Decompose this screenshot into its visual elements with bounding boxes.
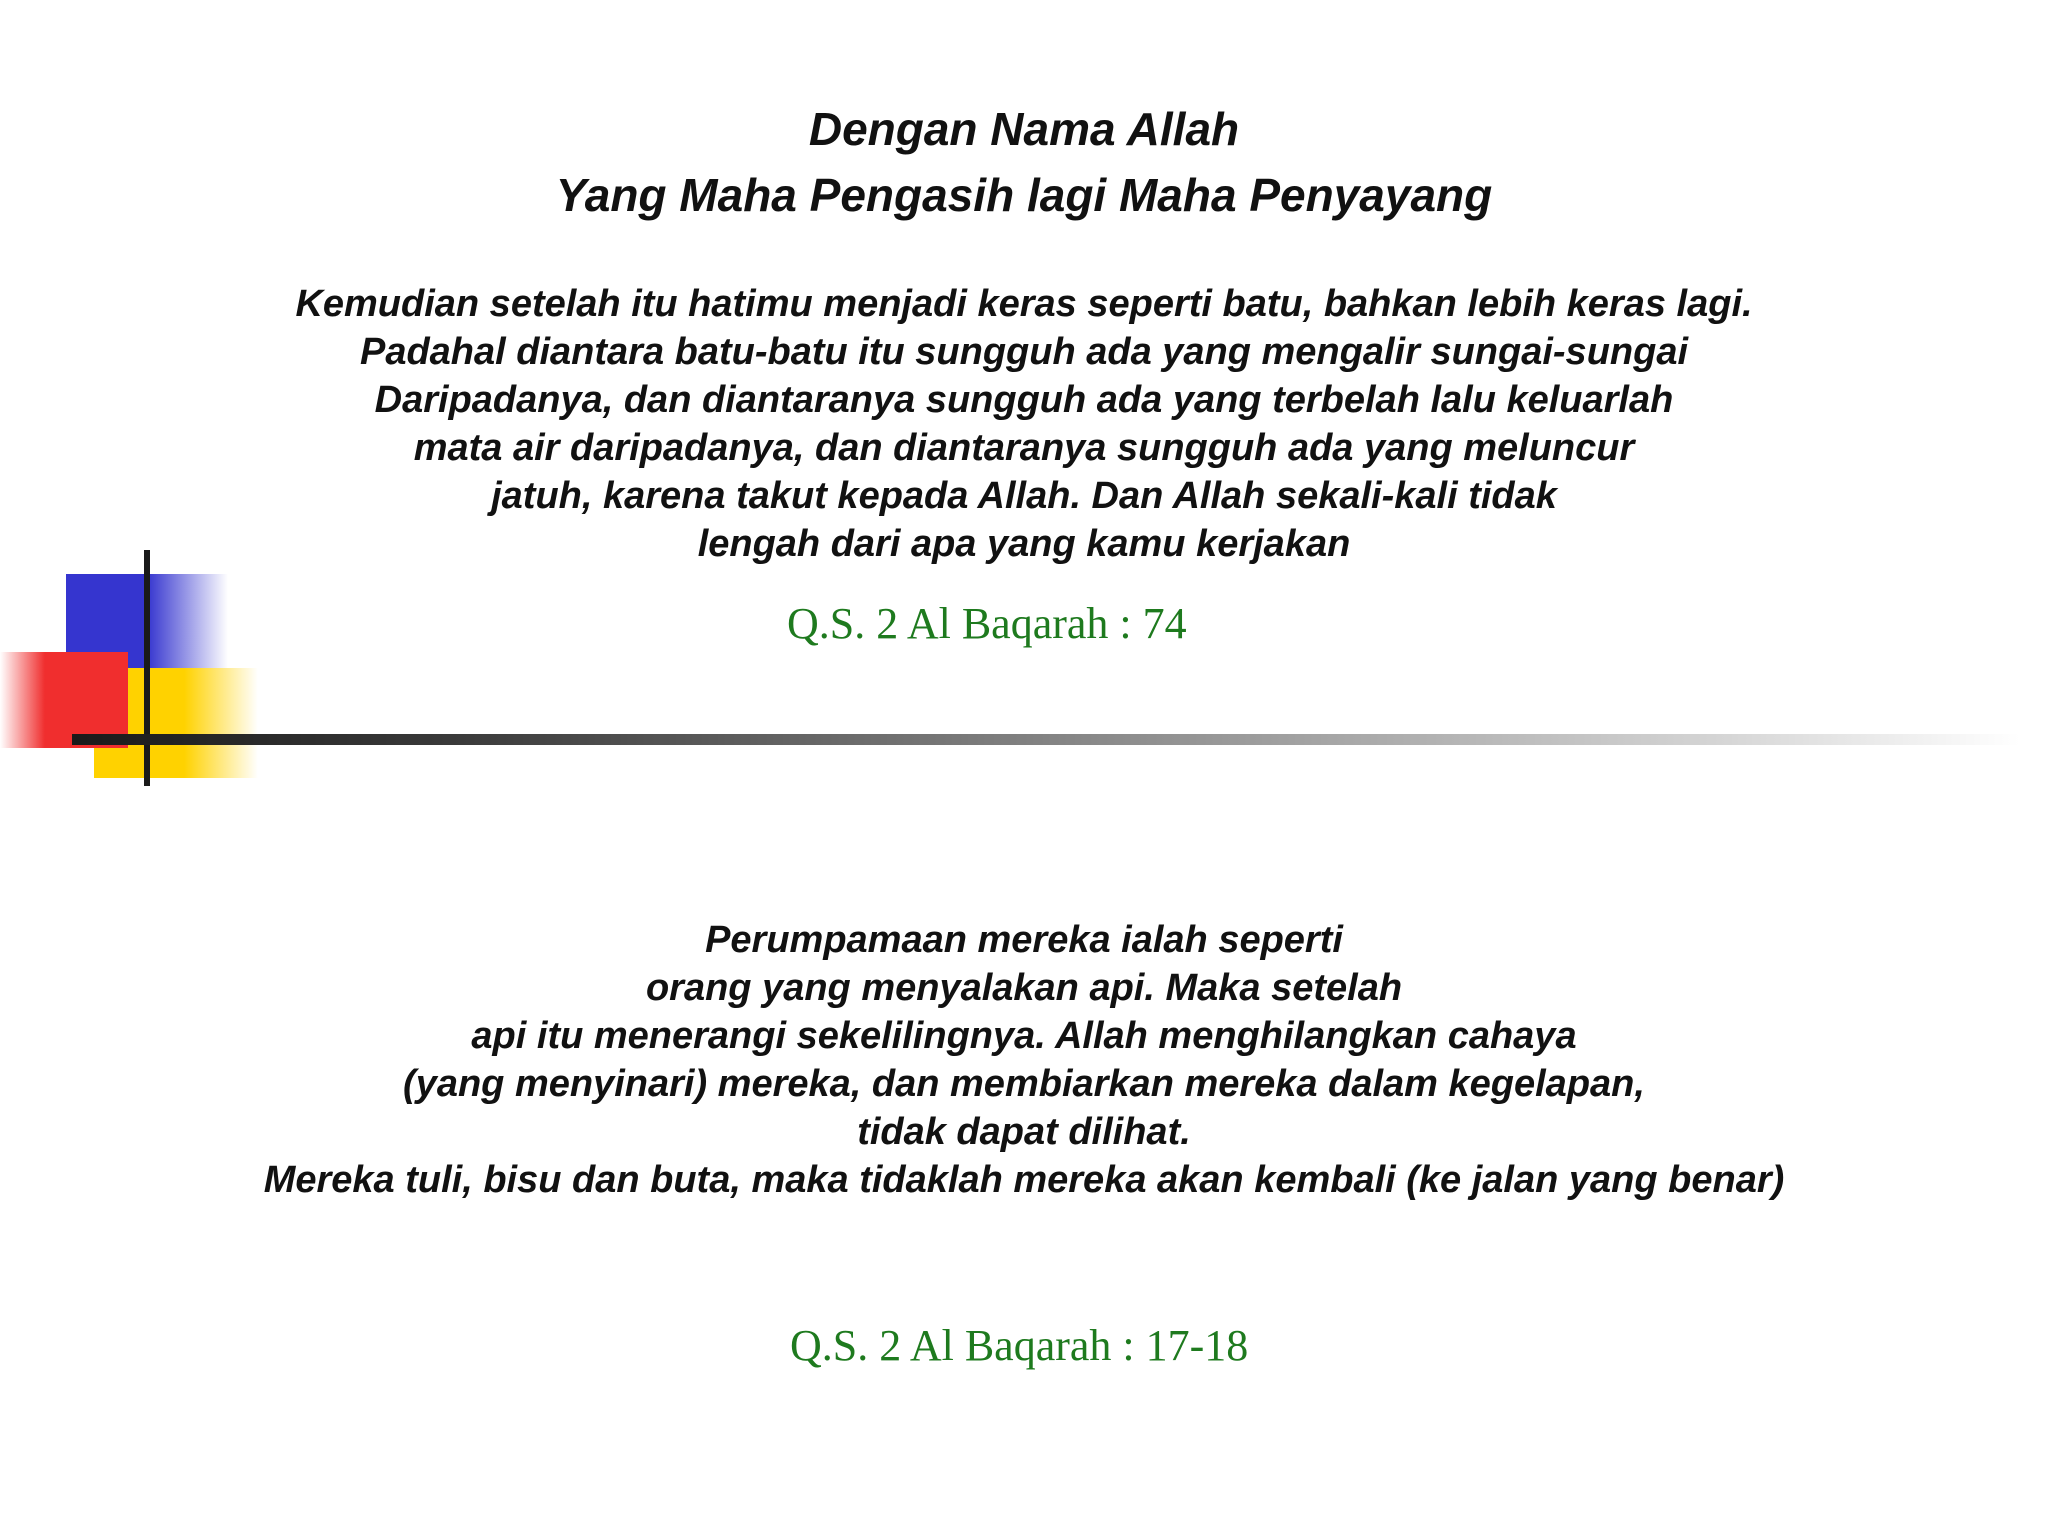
verse-1-citation: Q.S. 2 Al Baqarah : 74 [787,599,1187,648]
verse-2-line: tidak dapat dilihat. [857,1111,1191,1153]
verse-2-line: api itu menerangi sekelilingnya. Allah menghilangkan cahaya [471,1015,1577,1057]
decorative-horizontal-rule [72,734,2020,745]
verse-2-line: Mereka tuli, bisu dan buta, maka tidaklah mereka akan kembali (ke jalan yang benar) [263,1159,1785,1201]
title-line-1: Dengan Nama Allah [808,103,1240,155]
decorative-vertical-line [144,550,150,786]
verse-1-line: Padahal diantara batu-batu itu sungguh ada yang mengalir sungai-sungai [359,331,1689,373]
verse-1-line: mata air daripadanya, dan diantaranya sungguh ada yang meluncur [413,427,1635,469]
verse-1-text [0,280,2048,568]
verse-2-line: (yang menyinari) mereka, dan membiarkan mereka dalam kegelapan, [403,1063,1645,1105]
slide-title [0,96,2048,228]
verse-2-line: Perumpamaan mereka ialah seperti [705,919,1343,961]
verse-1-line: Daripadanya, dan diantaranya sungguh ada yang terbelah lalu keluarlah [374,379,1674,421]
verse-2-citation: Q.S. 2 Al Baqarah : 17-18 [790,1321,1249,1370]
verse-2-line: orang yang menyalakan api. Maka setelah [645,967,1403,1009]
verse-2-text [0,916,2048,1204]
title-line-2: Yang Maha Pengasih lagi Maha Penyayang [555,169,1493,221]
verse-1-line: jatuh, karena takut kepada Allah. Dan Allah sekali-kali tidak [491,475,1557,517]
verse-1-line: lengah dari apa yang kamu kerjakan [697,523,1351,565]
verse-1-line: Kemudian setelah itu hatimu menjadi keras seperti batu, bahkan lebih keras lagi. [295,283,1753,325]
